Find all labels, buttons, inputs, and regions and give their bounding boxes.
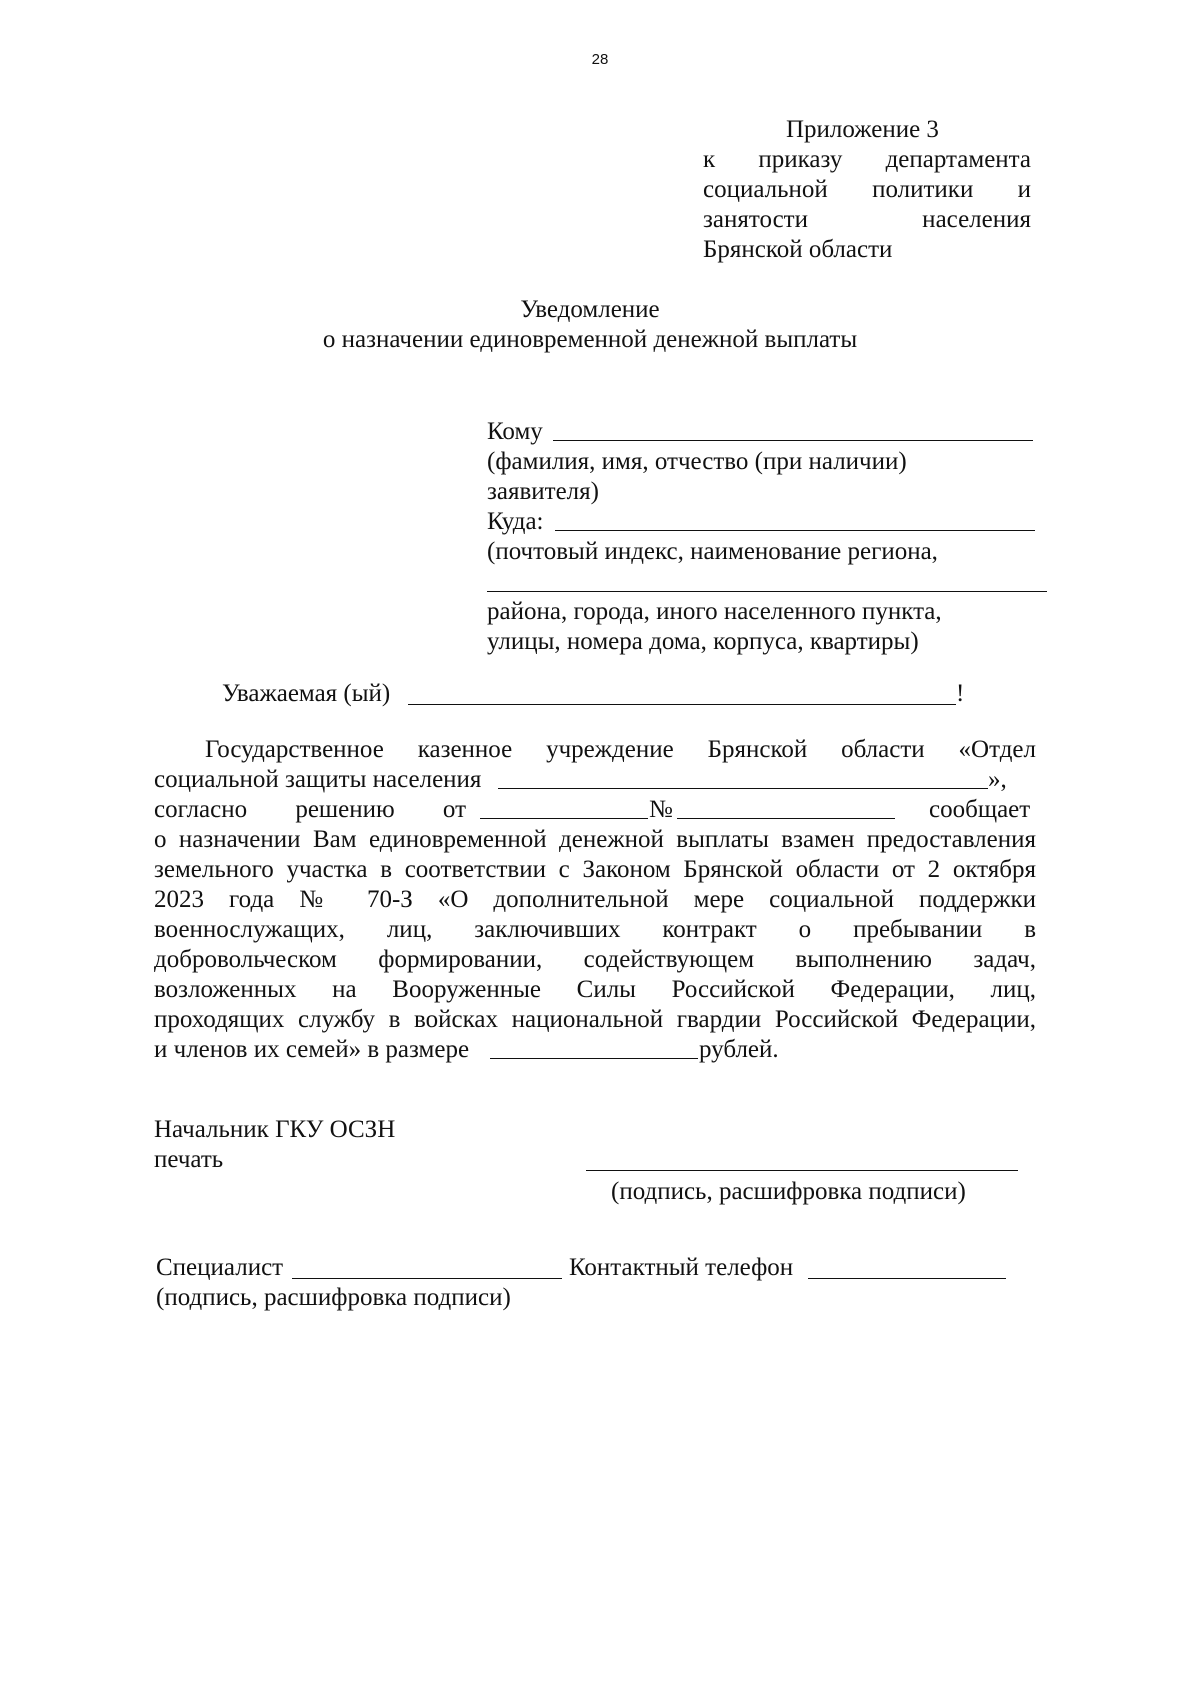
page-number: 28: [591, 51, 609, 68]
to-field-line: [553, 440, 1033, 441]
to-label: Кому: [487, 418, 543, 445]
amount-line: [490, 1058, 698, 1059]
where-hint-3: улицы, номера дома, корпуса, квартиры): [487, 628, 919, 655]
where-hint-1: (почтовый индекс, наименование региона,: [487, 538, 938, 565]
head-label: Начальник ГКУ ОСЗН: [154, 1116, 396, 1143]
head-signature-line: [586, 1170, 1018, 1171]
appendix-title: Приложение 3: [786, 116, 939, 143]
body-line-10: проходящих службу в войсках национальной гвардии Российской Федерации,: [154, 1006, 1036, 1033]
body-line-3-a: согласно решению от: [154, 796, 466, 823]
decision-date-line: [480, 818, 648, 819]
body-line-5: земельного участка в соответствии с Законом Брянской области от 2 октября: [154, 856, 1036, 883]
salutation-name-line: [408, 704, 956, 705]
document-title: Уведомление: [520, 296, 660, 323]
to-hint-2: заявителя): [487, 478, 599, 505]
where-label: Куда:: [487, 508, 544, 535]
decision-number-sign: №: [649, 796, 673, 823]
department-name-line: [498, 788, 988, 789]
body-line-2-end: »,: [988, 766, 1007, 793]
appendix-line-3: занятости населения: [703, 206, 1031, 233]
to-hint-1: (фамилия, имя, отчество (при наличии): [487, 448, 907, 475]
body-line-2-start: социальной защиты населения: [154, 766, 482, 793]
appendix-line-1: к приказу департамента: [703, 146, 1031, 173]
phone-field-line: [808, 1278, 1006, 1279]
phone-label: Контактный телефон: [569, 1254, 794, 1281]
body-line-3-b: сообщает: [929, 796, 1031, 823]
appendix-line-4: Брянской области: [703, 236, 893, 263]
where-field-line: [555, 530, 1035, 531]
document-subtitle: о назначении единовременной денежной выплаты: [322, 326, 858, 353]
body-line-1: Государственное казенное учреждение Брянской области «Отдел: [205, 736, 1036, 763]
body-line-7: военнослужащих, лиц, заключивших контракт о пребывании в: [154, 916, 1036, 943]
where-hint-2: района, города, иного населенного пункта,: [487, 598, 942, 625]
head-signature-hint: (подпись, расшифровка подписи): [611, 1178, 966, 1205]
where-field-line-2: [487, 591, 1047, 592]
body-line-8: добровольческом формировании, содействующем выполнению задач,: [154, 946, 1036, 973]
body-line-4: о назначении Вам единовременной денежной выплаты взамен предоставления: [154, 826, 1036, 853]
body-line-9: возложенных на Вооруженные Силы Российской Федерации, лиц,: [154, 976, 1036, 1003]
specialist-label: Специалист: [156, 1254, 284, 1281]
specialist-signature-hint: (подпись, расшифровка подписи): [156, 1284, 511, 1311]
salutation-end: !: [956, 680, 965, 707]
specialist-signature-line: [292, 1278, 562, 1279]
decision-number-line: [677, 818, 895, 819]
salutation-label: Уважаемая (ый): [222, 680, 391, 707]
stamp-label: печать: [154, 1146, 224, 1173]
body-line-11-start: и членов их семей» в размере: [154, 1036, 470, 1063]
body-line-11-end: рублей.: [699, 1036, 779, 1063]
appendix-line-2: социальной политики и: [703, 176, 1031, 203]
body-line-6: 2023 года № 70-З «О дополнительной мере социальной поддержки: [154, 886, 1036, 913]
